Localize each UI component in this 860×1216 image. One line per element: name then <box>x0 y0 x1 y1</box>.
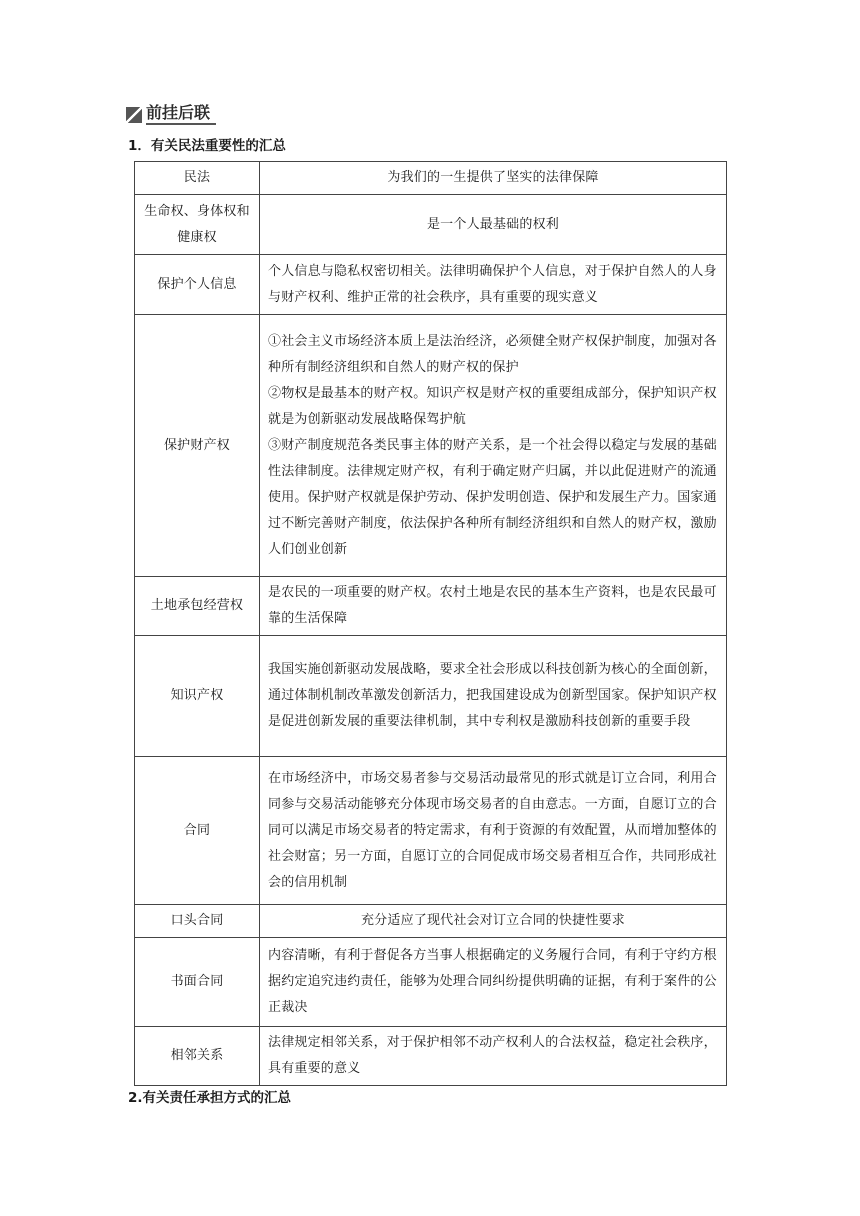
row-key: 合同 <box>135 757 260 905</box>
table-row <box>135 757 727 905</box>
list-item: ①社会主义市场经济本质上是法治经济，必须健全财产权保护制度，加强对各种所有制经济组织和自然人的财产权的保护 <box>268 333 717 375</box>
row-value: 是一个人最基础的权利 <box>260 195 727 255</box>
table-row <box>135 195 727 255</box>
row-key: 土地承包经营权 <box>135 577 260 636</box>
table-row <box>135 938 727 1027</box>
section-marker-icon <box>126 107 142 123</box>
row-key: 知识产权 <box>135 636 260 757</box>
table-row <box>135 315 727 577</box>
row-key: 相邻关系 <box>135 1027 260 1086</box>
list-item: ②物权是最基本的财产权。知识产权是财产权的重要组成部分，保护知识产权就是为创新驱动发展战略保驾护航 <box>268 385 717 427</box>
row-key: 书面合同 <box>135 938 260 1027</box>
row-key: 民法 <box>135 162 260 195</box>
section-badge <box>126 103 216 125</box>
row-value <box>260 315 727 577</box>
table-row <box>135 1027 727 1086</box>
row-key: 保护个人信息 <box>135 255 260 315</box>
heading-civil-law-importance: 1．有关民法重要性的汇总 <box>128 138 286 154</box>
table-row <box>135 255 727 315</box>
row-value: 个人信息与隐私权密切相关。法律明确保护个人信息，对于保护自然人的人身与财产权利、维护正常的社会秩序，具有重要的现实意义 <box>260 255 727 315</box>
civil-law-summary-table <box>134 161 727 1086</box>
row-value: 是农民的一项重要的财产权。农村土地是农民的基本生产资料，也是农民最可靠的生活保障 <box>260 577 727 636</box>
row-value: 我国实施创新驱动发展战略，要求全社会形成以科技创新为核心的全面创新，通过体制机制改革激发创新活力，把我国建设成为创新型国家。保护知识产权是促进创新发展的重要法律机制，其中专利权是激励科技创新的重要手段 <box>260 636 727 757</box>
table-row <box>135 636 727 757</box>
heading-liability-summary: 2.有关责任承担方式的汇总 <box>128 1090 292 1106</box>
row-value: 内容清晰，有利于督促各方当事人根据确定的义务履行合同，有利于守约方根据约定追究违约责任，能够为处理合同纠纷提供明确的证据，有利于案件的公正裁决 <box>260 938 727 1027</box>
section-title: 前挂后联 <box>146 103 216 125</box>
row-value: 充分适应了现代社会对订立合同的快捷性要求 <box>260 905 727 938</box>
list-item: ③财产制度规范各类民事主体的财产关系，是一个社会得以稳定与发展的基础性法律制度。法律规定财产权，有利于确定财产归属，并以此促进财产的流通使用。保护财产权就是保护劳动、保护发明创造、保护和发展生产力。国家通过不断完善财产制度，依法保护各种所有制经济组织和自然人的财产权，激励人们创业创新 <box>268 437 717 557</box>
table-row <box>135 577 727 636</box>
row-key: 保护财产权 <box>135 315 260 577</box>
row-value: 为我们的一生提供了坚实的法律保障 <box>260 162 727 195</box>
row-value: 法律规定相邻关系，对于保护相邻不动产权利人的合法权益，稳定社会秩序，具有重要的意义 <box>260 1027 727 1086</box>
row-key: 生命权、身体权和健康权 <box>135 195 260 255</box>
table-row <box>135 162 727 195</box>
table-row <box>135 905 727 938</box>
row-value: 在市场经济中，市场交易者参与交易活动最常见的形式就是订立合同，利用合同参与交易活动能够充分体现市场交易者的自由意志。一方面，自愿订立的合同可以满足市场交易者的特定需求，有利于资源的有效配置，从而增加整体的社会财富；另一方面，自愿订立的合同促成市场交易者相互合作，共同形成社会的信用机制 <box>260 757 727 905</box>
row-key: 口头合同 <box>135 905 260 938</box>
